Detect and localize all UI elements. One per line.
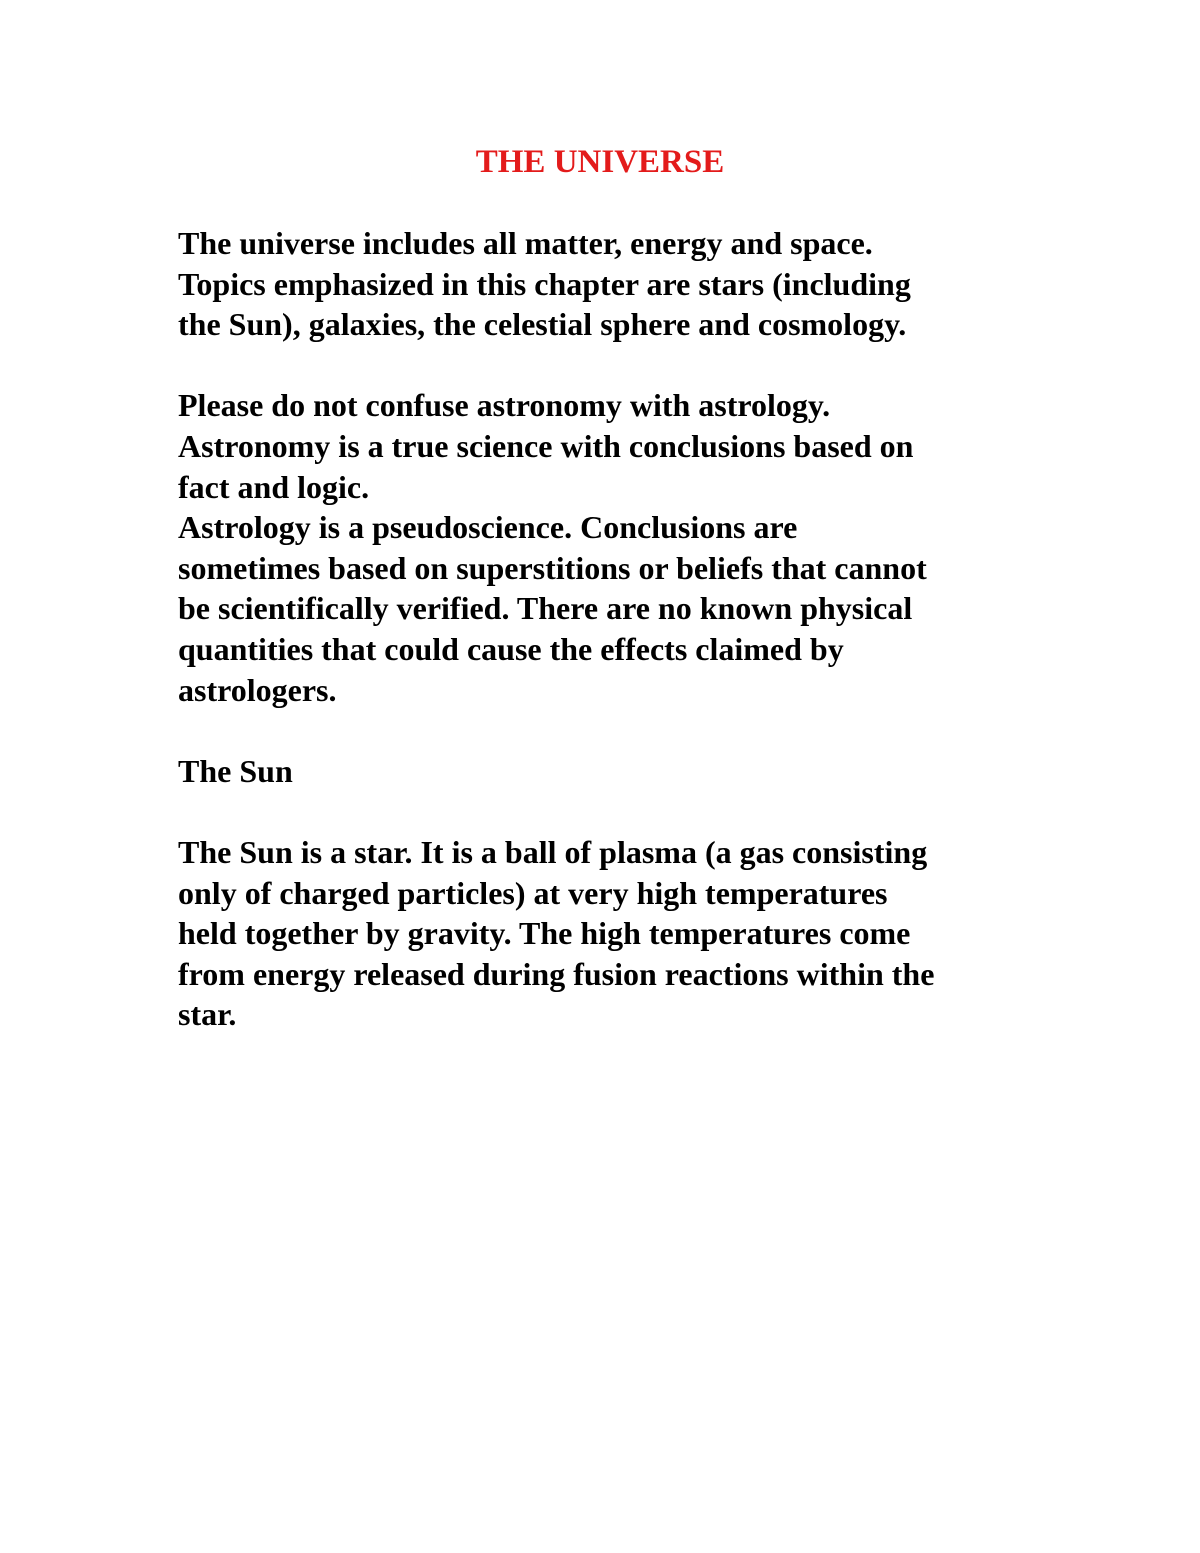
text-line: star. (178, 996, 237, 1033)
paragraph-astronomy-astrology (178, 385, 1038, 710)
document-body (178, 223, 1038, 1035)
section-heading-sun: The Sun (178, 752, 293, 789)
text-line: The universe includes all matter, energy and space. (178, 225, 873, 261)
text-line: quantities that could cause the effects claimed by (178, 630, 844, 667)
paragraph-universe-intro (178, 223, 1038, 345)
text-line: be scientifically verified. There are no known physical (178, 590, 913, 627)
text-line: from energy released during fusion reactions within the (178, 955, 935, 992)
text-line: Astronomy is a true science with conclusions based on (178, 427, 914, 464)
text-line: Please do not confuse astronomy with astrology. (178, 387, 831, 424)
text-line: Topics emphasized in this chapter are stars (including (178, 265, 911, 302)
text-line: Astrology is a pseudoscience. Conclusions are (178, 509, 798, 546)
text-line: fact and logic. (178, 468, 370, 505)
blank-line (178, 791, 1038, 832)
blank-line (178, 345, 1038, 386)
text-line: only of charged particles) at very high temperatures (178, 874, 888, 911)
blank-line (178, 710, 1038, 751)
paragraph-sun-description (178, 832, 1038, 1035)
text-line: The Sun is a star. It is a ball of plasma (a gas consisting (178, 833, 928, 870)
text-line: sometimes based on superstitions or beliefs that cannot (178, 549, 927, 586)
document-title: THE UNIVERSE (475, 144, 725, 180)
text-line: astrologers. (178, 671, 337, 708)
text-line: held together by gravity. The high temperatures come (178, 915, 911, 952)
text-line: the Sun), galaxies, the celestial sphere and cosmology. (178, 306, 907, 343)
